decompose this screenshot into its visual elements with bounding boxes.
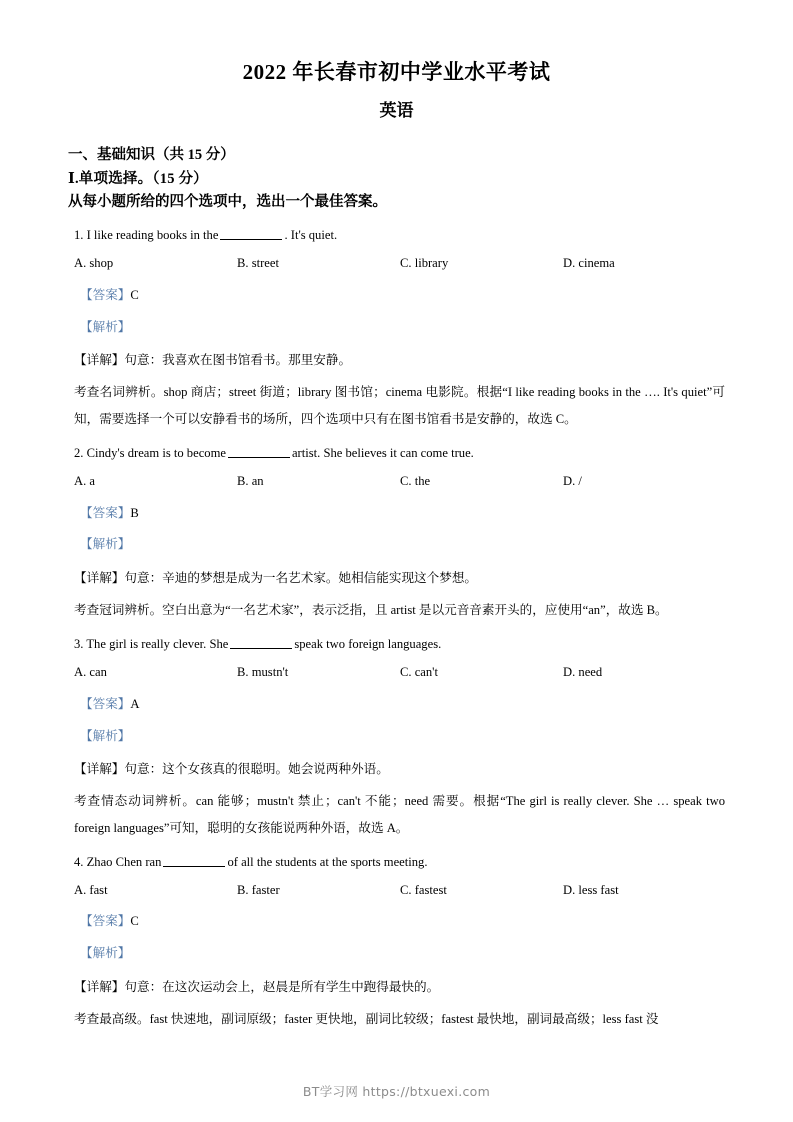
option-b[interactable]: B. street <box>237 255 279 270</box>
option-row <box>74 881 725 900</box>
option-row <box>74 254 725 273</box>
analysis-tag: 【解析】 <box>80 946 131 961</box>
option-d[interactable]: D. less fast <box>563 882 619 897</box>
option-c[interactable]: C. fastest <box>400 882 447 897</box>
question-stem <box>74 853 725 872</box>
analysis-line <box>80 535 725 554</box>
option-d[interactable]: D. cinema <box>563 255 615 270</box>
answer-tag: 【答案】 <box>80 696 131 711</box>
analysis-line <box>80 318 725 337</box>
answer-value: C <box>130 914 139 929</box>
question-stem-before: 1. I like reading books in the <box>74 227 219 242</box>
question-block <box>68 635 725 842</box>
question-stem <box>74 444 725 463</box>
question-stem-after: . It's quiet. <box>284 227 338 242</box>
question-stem-before: 2. Cindy's dream is to become <box>74 445 226 460</box>
section-headings <box>68 144 725 214</box>
answer-value: A <box>130 696 140 711</box>
answer-blank <box>220 239 282 240</box>
question-stem-after: speak two foreign languages. <box>294 636 442 651</box>
option-b[interactable]: B. mustn't <box>237 664 289 679</box>
answer-tag: 【答案】 <box>80 914 131 929</box>
title-block <box>68 0 725 122</box>
option-a[interactable]: A. can <box>74 664 107 679</box>
option-a[interactable]: A. fast <box>74 882 108 897</box>
answer-line <box>80 912 725 931</box>
analysis-paragraph: 考查冠词辨析。空白出意为“一名艺术家”，表示泛指，且 artist 是以元音音素开头的，应使用“an”，故选 B。 <box>74 603 668 618</box>
option-row <box>74 472 725 491</box>
answer-tag: 【答案】 <box>80 505 131 520</box>
question-block <box>68 226 725 433</box>
detail-line: 【详解】句意：辛迪的梦想是成为一名艺术家。她相信能实现这个梦想。 <box>74 571 477 586</box>
answer-line <box>80 504 725 523</box>
analysis-line <box>80 944 725 963</box>
question-stem-before: 3. The girl is really clever. She <box>74 636 229 651</box>
answer-blank <box>228 457 290 458</box>
question-stem-after: artist. She believes it can come true. <box>291 445 474 460</box>
answer-blank <box>163 866 225 867</box>
section-heading: 一、基础知识（共 15 分） <box>68 147 235 164</box>
analysis-paragraph: 考查名词辨析。shop 商店；street 街道；library 图书馆；cinema 电影院。根据“I like reading books in the …. It's quiet”可知，需要选择一个可以安静看书的场所，四个选项中只有在图书馆看书是安静的，故选 C。 <box>74 385 725 427</box>
page-title: 2022 年长春市初中学业水平考试 <box>242 60 551 84</box>
option-b[interactable]: B. faster <box>237 882 280 897</box>
detail-line: 【详解】句意：这个女孩真的很聪明。她会说两种外语。 <box>74 762 389 777</box>
option-a[interactable]: A. a <box>74 473 95 488</box>
answer-value: C <box>130 287 139 302</box>
option-b[interactable]: B. an <box>237 473 264 488</box>
page-subtitle: 英语 <box>379 101 414 121</box>
analysis-line <box>80 727 725 746</box>
instruction-line: 从每小题所给的四个选项中，选出一个最佳答案。 <box>68 194 387 211</box>
question-stem <box>74 635 725 654</box>
option-d[interactable]: D. / <box>563 473 582 488</box>
analysis-paragraph: 考查最高级。fast 快速地，副词原级；faster 更快地，副词比较级；fastest 最快地，副词最高级；less fast 没 <box>74 1012 659 1027</box>
question-block <box>68 444 725 624</box>
option-d[interactable]: D. need <box>563 664 603 679</box>
analysis-tag: 【解析】 <box>80 537 131 552</box>
option-c[interactable]: C. library <box>400 255 449 270</box>
answer-value: B <box>130 505 139 520</box>
answer-line <box>80 695 725 714</box>
option-c[interactable]: C. can't <box>400 664 438 679</box>
option-a[interactable]: A. shop <box>74 255 114 270</box>
answer-line <box>80 286 725 305</box>
question-stem-after: of all the students at the sports meeting. <box>227 854 428 869</box>
option-c[interactable]: C. the <box>400 473 431 488</box>
analysis-tag: 【解析】 <box>80 319 131 334</box>
detail-line: 【详解】句意：在这次运动会上，赵晨是所有学生中跑得最快的。 <box>74 980 440 995</box>
answer-blank <box>230 648 292 649</box>
part-heading: Ⅰ.单项选择。（15 分） <box>68 170 208 187</box>
analysis-paragraph: 考查情态动词辨析。can 能够；mustn't 禁止；can't 不能；need 需要。根据“The girl is really clever. She … speak two foreign languages”可知，聪明的女孩能说两种外语，故选 A。 <box>74 794 725 835</box>
question-stem-before: 4. Zhao Chen ran <box>74 854 162 869</box>
analysis-tag: 【解析】 <box>80 728 131 743</box>
answer-tag: 【答案】 <box>80 287 131 302</box>
detail-line: 【详解】句意：我喜欢在图书馆看书。那里安静。 <box>74 353 352 368</box>
question-stem <box>74 226 725 245</box>
option-row <box>74 663 725 682</box>
footer-watermark: BT学习网 https://btxuexi.com <box>302 1084 491 1099</box>
question-block <box>68 853 725 1033</box>
